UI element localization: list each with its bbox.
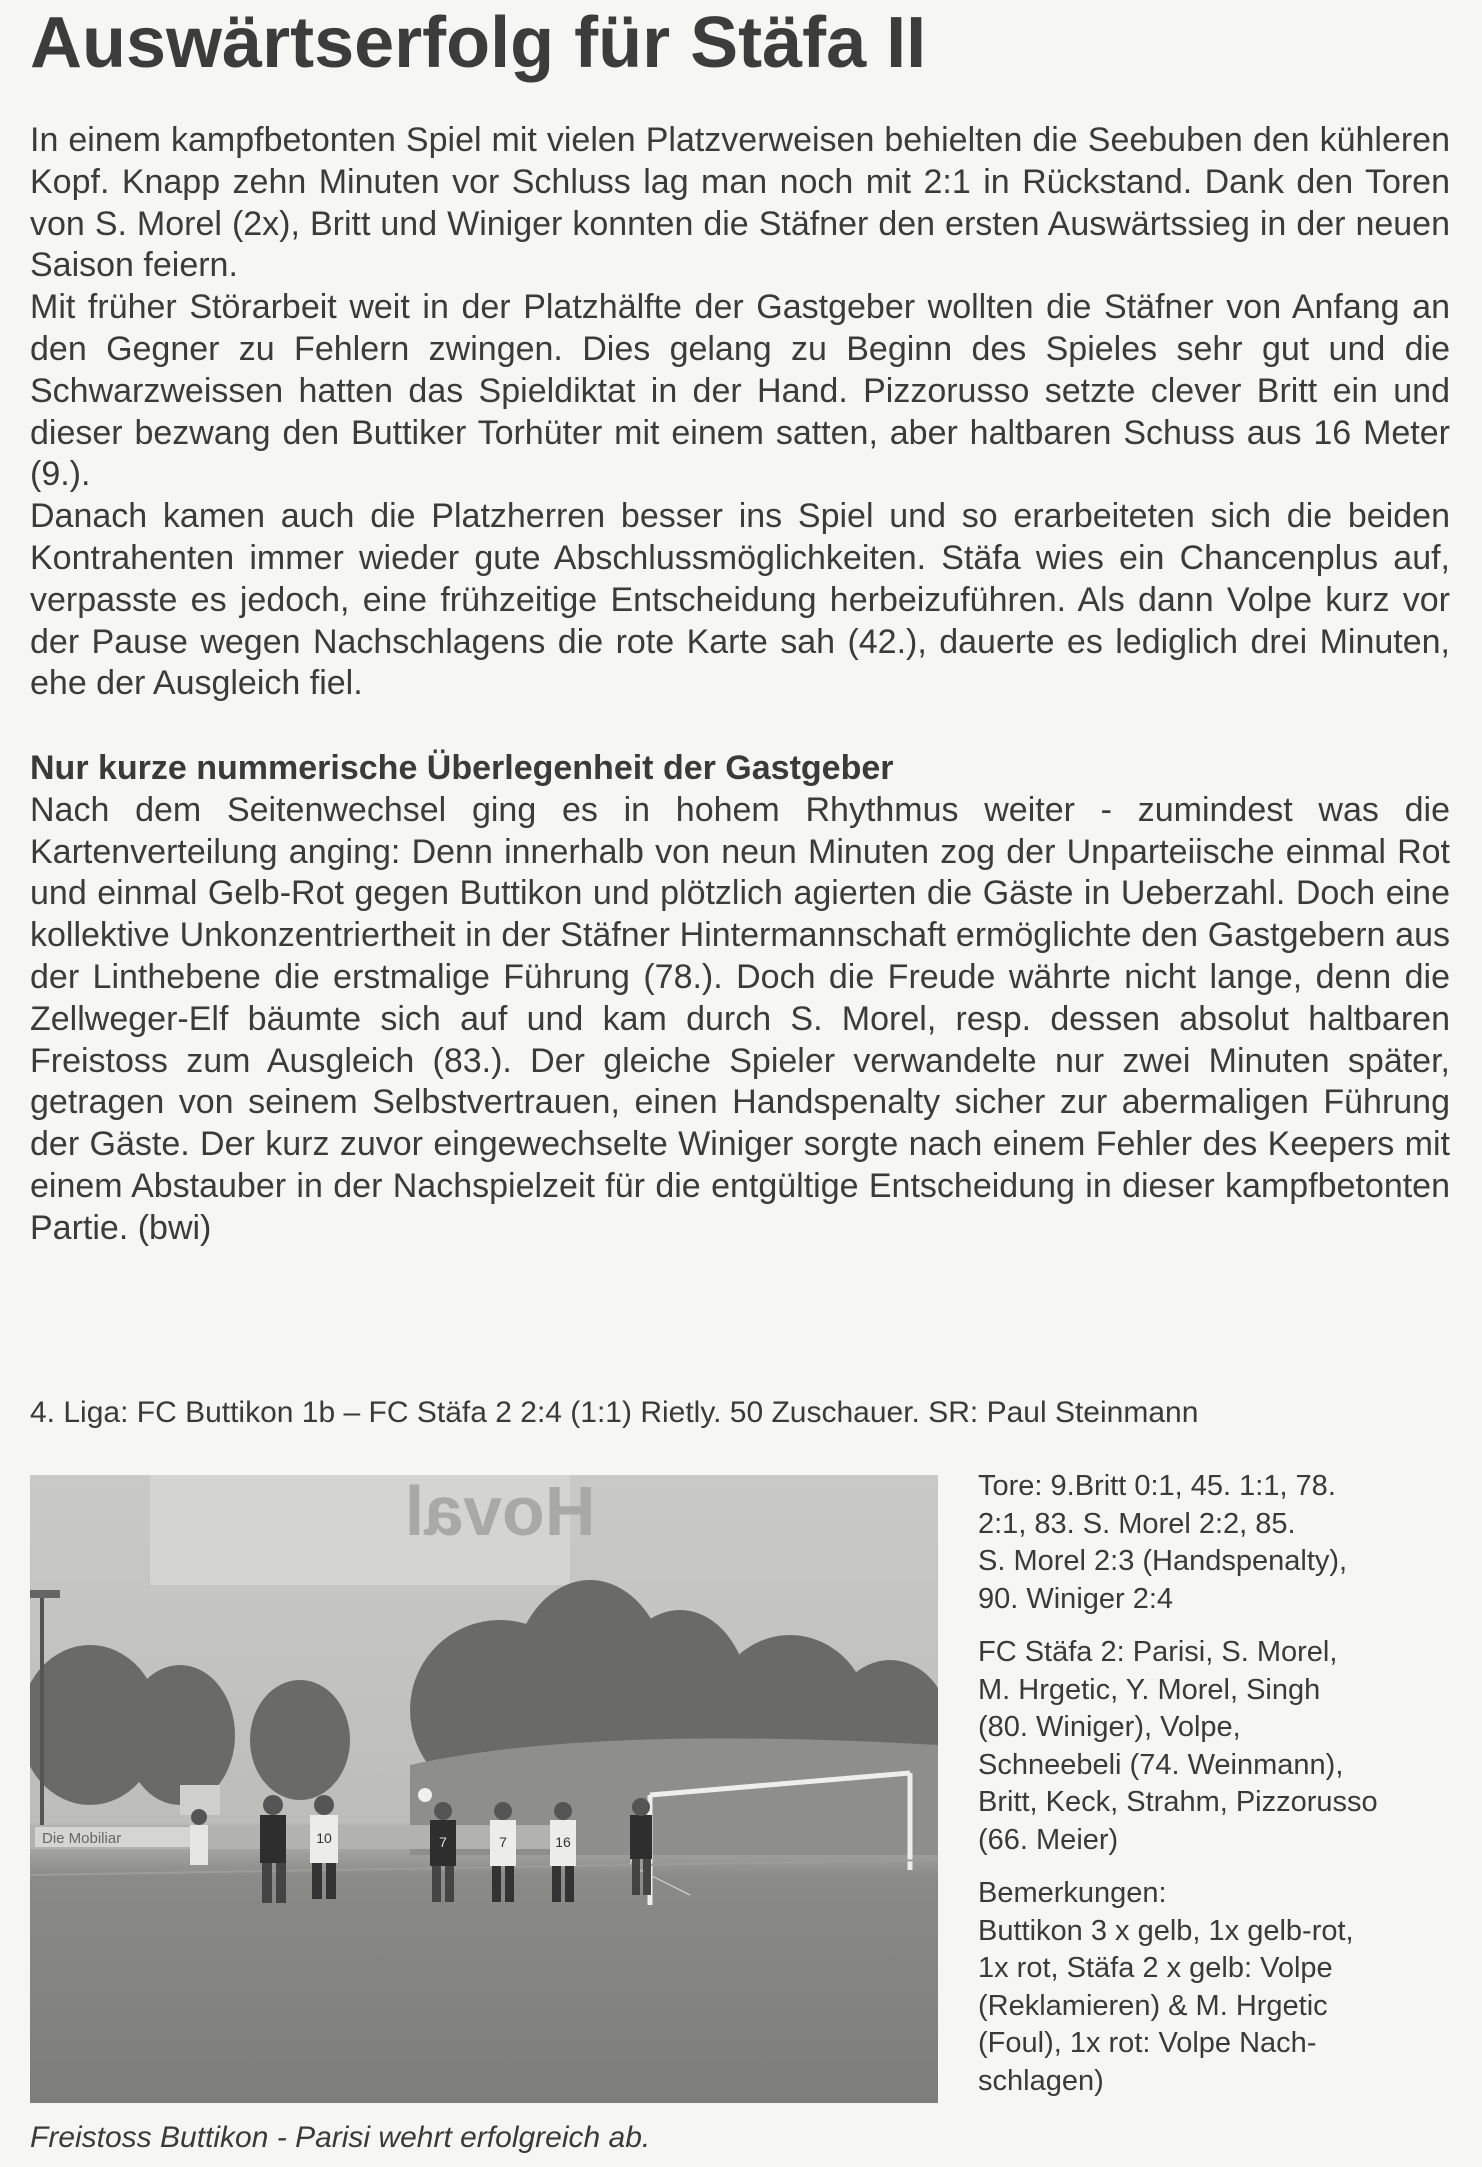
paragraph: In einem kampfbetonten Spiel mit vielen Platzverweisen behielten die Seebuben den kühleren Kopf. Knapp zehn Minuten vor Schluss lag man noch mit 2:1 in Rückstand. Dank den Toren von S. Morel (2x), Britt und Winiger konnten die Stäfner den ersten Auswärtssieg in der neuen Saison feiern.: [30, 121, 1450, 285]
match-facts-sidebar: [978, 1468, 1458, 2116]
billboard-text: Hoval: [404, 1475, 596, 1550]
lineup-line: Britt, Keck, Strahm, Pizzorusso: [978, 1786, 1378, 1818]
article-second-half: [30, 748, 1450, 1250]
remarks-line: Buttikon 3 x gelb, 1x gelb-rot,: [978, 1914, 1354, 1947]
paragraph: Nach dem Seitenwechsel ging es in hohem Rhythmus weiter - zumindest was die Kartenverteilung anging: Denn innerhalb von neun Minuten zog der Unparteiische einmal Rot und einmal Gelb-Rot gegen Buttikon und plötzlich agierten die Gäste in Ueberzahl. Doch eine kollektive Unkonzentriertheit in der Stäfner Hintermannschaft ermöglichte den Gastgebern aus der Linthebene die erstmalige Führung (78.). Doch die Freude währte nicht lange, denn die Zellweger-Elf bäumte sich auf und kam durch S. Morel, resp. dessen absolut haltbaren Freistoss zum Ausgleich (83.). Der gleiche Spieler verwandelte nur zwei Minuten später, getragen von seinem Selbstvertrauen, einen Handspenalty sicher zur abermaligen Führung der Gäste. Der kurz zuvor eingewechselte Winiger sorgte nach einem Fehler des Keepers mit einem Abstauber in der Nachspielzeit für die entgültige Entscheidung in dieser kampfbetonten Partie. (bwi): [30, 790, 1450, 1247]
lineup-line: Schneebeli (74. Weinmann),: [978, 1748, 1344, 1781]
article-intro: [30, 120, 1450, 705]
subheading: Nur kurze nummerische Überlegenheit der Gastgeber: [30, 749, 894, 787]
remarks-line: schlagen): [978, 2064, 1104, 2097]
article-title: Auswärtserfolg für Stäfa II: [30, 3, 927, 83]
jersey-number: 10: [316, 1830, 332, 1846]
jersey-number: 7: [439, 1834, 447, 1850]
banner-text: Die Mobiliar: [42, 1830, 122, 1847]
lineup-line: (66. Meier): [978, 1823, 1119, 1856]
goals-list: [978, 1468, 1458, 1618]
match-photo: [30, 1475, 938, 2103]
remarks-list: [978, 1875, 1458, 2100]
paragraph: Mit früher Störarbeit weit in der Platzhälfte der Gastgeber wollten die Stäfner von Anfang an den Gegner zu Fehlern zwingen. Dies gelang zu Beginn des Spieles sehr gut und die Schwarzweissen hatten das Spieldiktat in der Hand. Pizzorusso setzte clever Britt ein und dieser bezwang den Buttiker Torhüter mit einem satten, aber haltbaren Schuss aus 16 Meter (9.).: [30, 288, 1450, 494]
match-result-line: 4. Liga: FC Buttikon 1b – FC Stäfa 2 2:4 (1:1) Rietly. 50 Zuschauer. SR: Paul Steinmann: [30, 1396, 1199, 1429]
goals-line: 90. Winiger 2:4: [978, 1582, 1174, 1615]
lineup-line: M. Hrgetic, Y. Morel, Singh: [978, 1673, 1321, 1706]
jersey-number: 7: [499, 1834, 507, 1850]
goals-line: 2:1, 83. S. Morel 2:2, 85.: [978, 1507, 1296, 1540]
goals-line: S. Morel 2:3 (Handspenalty),: [978, 1545, 1348, 1577]
lineup-line: (80. Winiger), Volpe,: [978, 1711, 1241, 1743]
lineup-list: [978, 1634, 1458, 1859]
goals-line: Tore: 9.Britt 0:1, 45. 1:1, 78.: [978, 1470, 1336, 1502]
jersey-number: 16: [555, 1834, 571, 1850]
photo-caption: Freistoss Buttikon - Parisi wehrt erfolgreich ab.: [30, 2121, 651, 2154]
remarks-line: Bemerkungen:: [978, 1877, 1167, 1909]
remarks-line: 1x rot, Stäfa 2 x gelb: Volpe: [978, 1952, 1333, 1984]
remarks-line: (Reklamieren) & M. Hrgetic: [978, 1989, 1328, 2022]
lineup-line: FC Stäfa 2: Parisi, S. Morel,: [978, 1636, 1338, 1668]
paragraph: Danach kamen auch die Platzherren besser ins Spiel und so erarbeiteten sich die beiden Kontrahenten immer wieder gute Abschlussmöglichkeiten. Stäfa wies ein Chancenplus auf, verpasste es jedoch, eine frühzeitige Entscheidung herbeizuführen. Als dann Volpe kurz vor der Pause wegen Nachschlagens die rote Karte sah (42.), dauerte es lediglich drei Minuten, ehe der Ausgleich fiel.: [30, 497, 1450, 703]
remarks-line: (Foul), 1x rot: Volpe Nach-: [978, 2027, 1317, 2059]
